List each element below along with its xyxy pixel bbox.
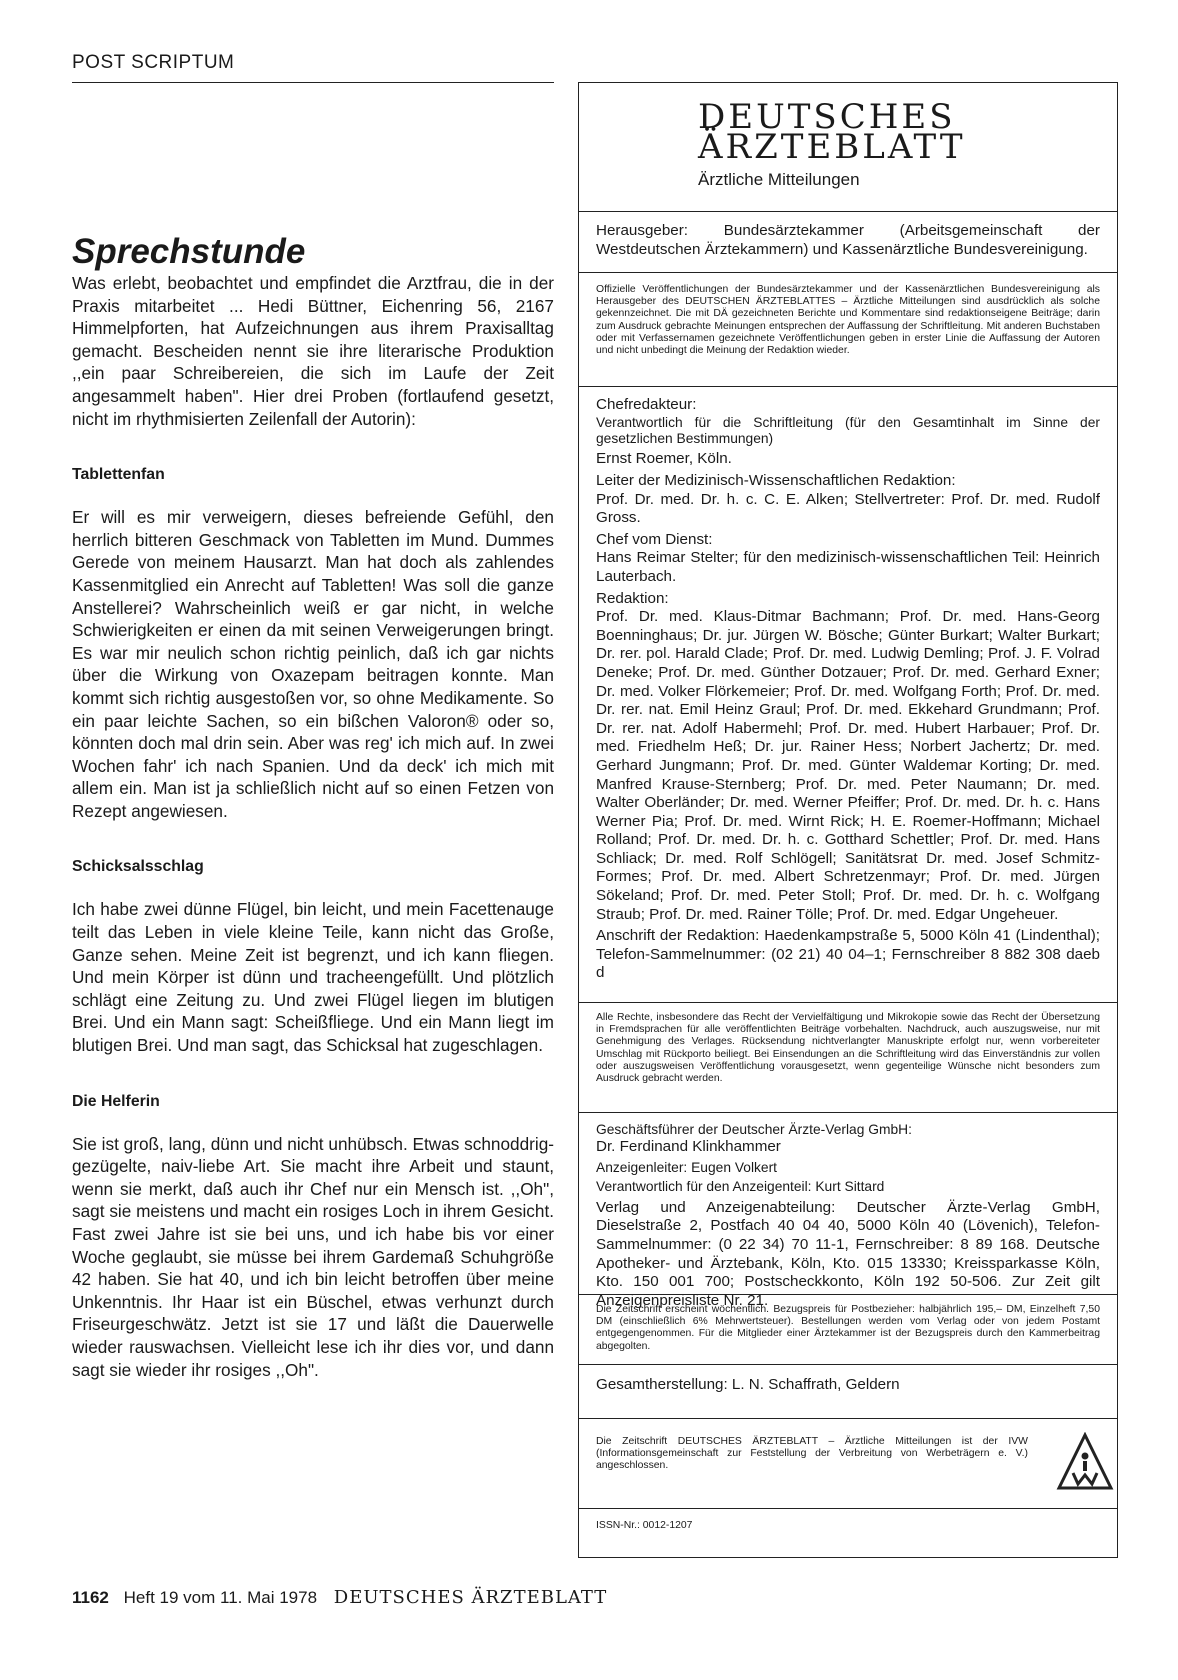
- divider: [578, 1364, 1118, 1365]
- chief-of-service-label: Chef vom Dienst:: [596, 530, 713, 548]
- rights-note: Alle Rechte, insbesondere das Recht der Vervielfältigung und Mikrokopie sowie das Recht der Übersetzung in Fremdsprachen für alle veröffentlichten Beiträge vorbehalten. Nachdruck, auch auszugsweise, nur mit Genehmigung des Verlages. Rücksendung nichtverlangter Manuskripte erfolgt nur, wenn vorbereiteter Umschlag mit Rückporto beiliegt. Bei Einsendungen an die Schriftleitung wird das Einverständnis zur vollen oder auszugsweisen Veröffentlichung vorausgesetzt, wenn gegenteilige Wünsche nicht besonders zum Ausdruck gebracht werden.: [596, 1012, 1100, 1085]
- divider: [578, 1418, 1118, 1419]
- section-text: Sie ist groß, lang, dünn und nicht unhübsch. Etwas schnoddrig-gezügelte, naiv-liebe Art. Sie macht ihre Arbeit und staunt, wenn sie merkt, daß auch ihr Chef nur ein Mensch ist. ,,Oh", sagt sie meistens und macht ein rosiges Loch in ihrem Gesicht. Fast zwei Jahre ist sie bei uns, und ich habe bis vor einer Woche geglaubt, sie müsse bei ihrem Gardemaß Schuhgröße 42 haben. Sie hat 40, und ich bin leicht betroffen über meine Unkenntnis. Ihr Haar ist ein Büschel, etwas verhunzt durch Friseurgeschwätz. Jetzt ist sie 17 und läßt die Dauerwelle wieder rauswachsen. Vielleicht lese ich ihr dies vor, und dann sagt sie wieder ihr rosiges ,,Oh".: [72, 1133, 554, 1380]
- official-note: Offizielle Veröffentlichungen der Bundesärztekammer und der Kassenärztlichen Bundesvereinigung als Herausgeber des DEUTSCHEN ÄRZTEBLATTES – Ärztliche Mitteilungen sind ausdrücklich als solche gekennzeichnet. Die mit DÄ gezeichneten Berichte und Kommentare sind redaktionseigene Beiträge; darin zum Ausdruck gebrachte Meinungen entsprechen der Auffassung der Schriftleitung. Mit anderen Buchstaben oder mit Verfassernamen gezeichnete Veröffentlichungen geben in erster Linie die Auffassung der Autoren und nicht unbedingt die Meinung der Redaktion wieder.: [596, 284, 1100, 357]
- page-footer: [72, 1587, 607, 1608]
- masthead: [698, 97, 966, 190]
- section-label: POST SCRIPTUM: [72, 52, 235, 73]
- issue-info: Heft 19 vom 11. Mai 1978: [123, 1588, 318, 1607]
- masthead-subtitle: Ärztliche Mitteilungen: [698, 170, 860, 189]
- masthead-title-line2: ÄRZTEBLATT: [698, 127, 966, 167]
- printer-note: Gesamtherstellung: L. N. Schaffrath, Geldern: [596, 1376, 900, 1393]
- article-intro: Was erlebt, beobachtet und empfindet die Arztfrau, die in der Praxis mitarbeitet ... Hedi Büttner, Eichenring 56, 2167 Himmelpforten, hat Aufzeichnungen aus ihrem Praxisalltag gemacht. Bescheiden nennt sie ihre literarische Produktion ,,ein paar Schreibereien, die sich im Laufe der Zeit angesammelt haben". Hier drei Proben (fortlaufend gesetzt, nicht im rhythmisierten Zeilenfall der Autorin):: [72, 273, 554, 429]
- section-text: Ich habe zwei dünne Flügel, bin leicht, und mein Facettenauge teilt das Leben in viele kleine Teile, kann nicht das Große, Ganze sehen. Meine Zeit ist begrenzt, und ich kann fliegen. Und mein Körper ist dünn und tracheengefüllt. Und plötzlich schlägt eine Zeitung zu. Und zwei Flügel liegen im blutigen Brei. Und ein Mann sagt: Scheißfliege. Und ein Mann liegt im blutigen Brei. Und man sagt, das Schicksal hat zugeschlagen.: [72, 899, 554, 1056]
- editorial-address: Anschrift der Redaktion: Haedenkampstraße 5, 5000 Köln 41 (Lindenthal); Telefon-Sammelnummer: (02 21) 40 04–1; Fernschreiber 8 882 308 daeb d: [596, 927, 1100, 982]
- chief-responsibility: Verantwortlich für die Schriftleitung (für den Gesamtinhalt im Sinne der gesetzlichen Bestimmungen): [596, 414, 1100, 446]
- publisher-info: Herausgeber: Bundesärztekammer (Arbeitsgemeinschaft der Westdeutschen Ärztekammern) und Kassenärztliche Bundesvereinigung.: [596, 222, 1100, 258]
- editorial-names: Prof. Dr. med. Klaus-Ditmar Bachmann; Prof. Dr. med. Hans-Georg Boenninghaus; Dr. jur. Jürgen W. Bösche; Günter Burkart; Walter Burkart; Dr. rer. pol. Harald Clade; Prof. Dr. med. Ludwig Demling; Prof. J. F. Volrad Deneke; Prof. Dr. med. Günther Dotzauer; Prof. Dr. med. Gerhard Exner; Dr. med. Volker Flörkemeier; Prof. Dr. med. Wolfgang Forth; Prof. Dr. med. Dr. rer. nat. Emil Heinz Graul; Prof. Dr. med. Ekkehard Grundmann; Prof. Dr. rer. nat. Adolf Habermehl; Prof. Dr. med. Hubert Harbauer; Prof. Dr. med. Friedhelm Heß; Dr. jur. Rainer Hess; Norbert Jachertz; Dr. med. Gerhard Jungmann; Prof. Dr. med. Günter Waldemar Korting; Dr. med. Manfred Krause-Sternberg; Prof. Dr. med. Peter Naumann; Dr. med. Walter Oberländer; Dr. med. Werner Pfeiffer; Prof. Dr. med. Dr. h. c. Hans Werner Pia; Prof. Dr. med. Wirnt Rick; H. E. Roemer-Hoffmann; Michael Rolland; Prof. Dr. med. Dr. h. c. Gotthard Schettler; Prof. Dr. med. Hans Schliack; Dr. med. Rolf Schlögell; Sanitätsrat Dr. med. Josef Schmitz-Formes; Prof. Dr. med. Albert Schretzenmayr; Prof. Dr. med. Jürgen Sökeland; Prof. Dr. med. Peter Stoll; Prof. Dr. med. Dr. h. c. Wolfgang Straub; Prof. Dr. med. Rainer Tölle; Prof. Dr. med. Edgar Ungeheuer.: [596, 608, 1100, 923]
- editorial-staff: [578, 396, 1118, 983]
- editorial-label: Redaktion:: [596, 589, 669, 607]
- divider: [578, 272, 1118, 273]
- section-text: Er will es mir verweigern, dieses befreiende Gefühl, den herrlich bitteren Geschmack von Tabletten im Mund. Dummes Gerede von meinem Hausarzt. Man hat doch als zahlendes Kassenmitglied ein Anrecht auf Tabletten! Was soll die ganze Anstellerei? Wahrscheinlich weiß er gar nicht, in welche Schwierigkeiten er einen da mit seinen Verweigerungen bringt. Es war mir neulich schon richtig peinlich, daß ich gar nichts über die Wirkung von Oxazepam beitragen konnte. Man kommt sich richtig ausgestoßen vor, so ohne Medikamente. So ein paar leichte Sachen, so ein bißchen Valoron® oder so, könnten doch mal drin sein. Aber was reg' ich mich auf. In zwei Wochen fahr' ich nach Spanien. Und da deck' ich mich mit allem ein. Man ist ja schließlich nicht auf so einen Fetzen von Rezept angewiesen.: [72, 507, 554, 821]
- ad-responsible: Verantwortlich für den Anzeigenteil: Kurt Sittard: [596, 1179, 885, 1195]
- ivw-note: Die Zeitschrift DEUTSCHES ÄRZTEBLATT – Ärztliche Mitteilungen ist der IVW (Informationsgemeinschaft zur Feststellung der Verbreitung von Werbeträgern e. V.) angeschlossen.: [596, 1436, 1028, 1472]
- section-heading: Tablettenfan: [72, 466, 165, 484]
- divider: [578, 211, 1118, 212]
- managing-director-label: Geschäftsführer der Deutscher Ärzte-Verlag GmbH:: [596, 1122, 912, 1137]
- section-heading: Schicksalsschlag: [72, 858, 204, 876]
- article-column: [72, 220, 554, 1381]
- medical-editor-names: Prof. Dr. med. Dr. h. c. C. E. Alken; Stellvertreter: Prof. Dr. med. Rudolf Gross.: [596, 490, 1100, 527]
- divider: [578, 1294, 1118, 1295]
- masthead-title-line1: DEUTSCHES: [698, 97, 956, 137]
- ivw-logo-icon: [1056, 1432, 1114, 1492]
- article-title: Sprechstunde: [72, 232, 306, 271]
- issn: ISSN-Nr.: 0012-1207: [596, 1520, 693, 1531]
- subscription-note: Die Zeitschrift erscheint wöchentlich. Bezugspreis für Postbezieher: halbjährlich 195,– DM, Einzelheft 7,50 DM (einschließlich 6% Mehrwertsteuer). Bestellungen werden vom Verlag oder von jedem Postamt entgegengenommen. Für die Mitglieder einer Ärztekammer ist der Bezugspreis durch den Kammerbeitrag abgegolten.: [596, 1304, 1100, 1352]
- publisher-staff: [578, 1122, 1118, 1310]
- divider: [578, 386, 1118, 387]
- chief-name: Ernst Roemer, Köln.: [596, 450, 732, 468]
- divider: [578, 1508, 1118, 1509]
- top-rule: [72, 82, 554, 83]
- section-heading: Die Helferin: [72, 1092, 160, 1110]
- page-number: 1162: [72, 1588, 109, 1607]
- chief-label: Chefredakteur:: [596, 396, 697, 413]
- publisher-address: Verlag und Anzeigenabteilung: Deutscher Ärzte-Verlag GmbH, Dieselstraße 2, Postfach 40 04 40, 5000 Köln 40 (Lövenich), Telefon-Sammelnummer: (0 22 34) 70 11-1, Fernschreiber: 8 89 168. Deutsche Apotheker- und Ärztebank, Köln, Kto. 015 13330; Kreissparkasse Köln, Kto. 150 001 700; Postscheckkonto, Köln 192 50-506. Zur Zeit gilt Anzeigenpreisliste Nr. 21.: [596, 1198, 1100, 1309]
- medical-editor-label: Leiter der Medizinisch-Wissenschaftlichen Redaktion:: [596, 472, 956, 489]
- footer-magazine: DEUTSCHES ÄRZTEBLATT: [333, 1587, 608, 1608]
- managing-director-name: Dr. Ferdinand Klinkhammer: [596, 1138, 781, 1156]
- divider: [578, 1002, 1118, 1003]
- chief-of-service-names: Hans Reimar Stelter; für den medizinisch-wissenschaftlichen Teil: Heinrich Lauterbach.: [596, 549, 1100, 585]
- divider: [578, 1112, 1118, 1113]
- ad-manager: Anzeigenleiter: Eugen Volkert: [596, 1160, 778, 1175]
